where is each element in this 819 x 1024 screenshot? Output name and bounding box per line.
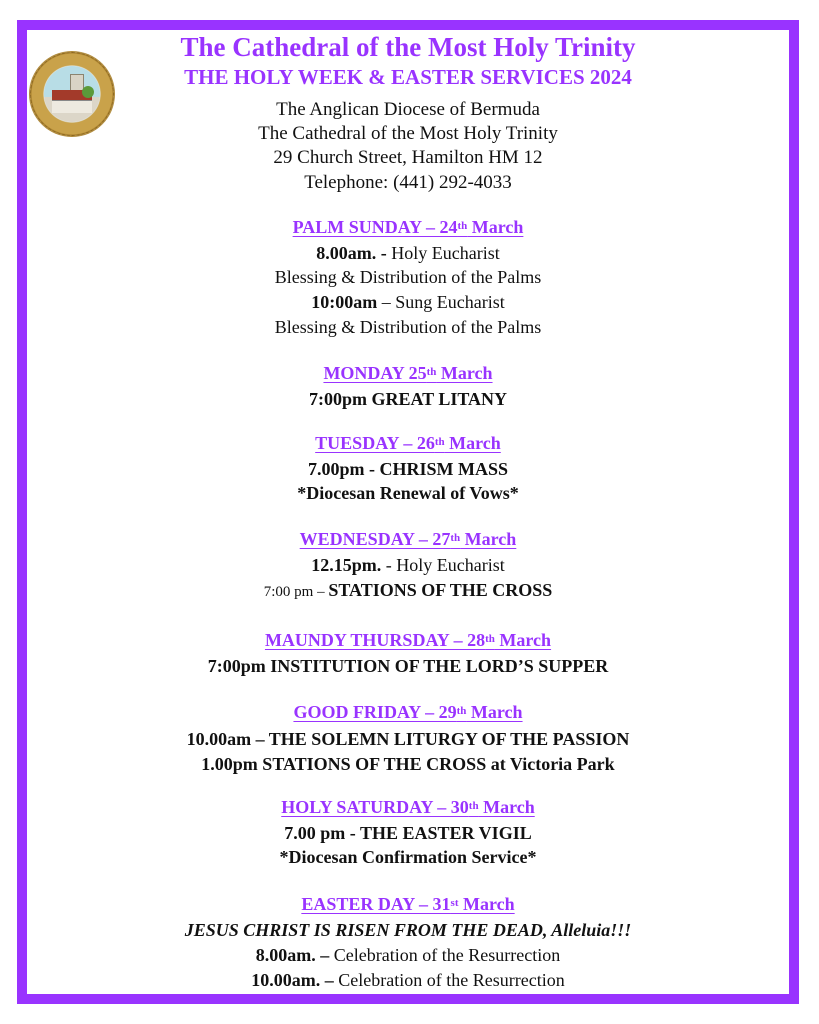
day-heading-maundy-thursday: MAUNDY THURSDAY – 28th March xyxy=(264,630,552,650)
service-line: *Diocesan Confirmation Service* xyxy=(279,847,537,867)
service-line: 7.00 pm - THE EASTER VIGIL xyxy=(284,823,532,843)
service-line: Blessing & Distribution of the Palms xyxy=(274,317,542,337)
day-heading-good-friday: GOOD FRIDAY – 29th March xyxy=(293,702,523,722)
day-heading-wednesday: WEDNESDAY – 27th March xyxy=(299,529,517,549)
page-subtitle: THE HOLY WEEK & EASTER SERVICES 2024 xyxy=(184,65,632,89)
day-heading-monday: MONDAY 25th March xyxy=(323,363,493,383)
easter-proclamation: JESUS CHRIST IS RISEN FROM THE DEAD, Alleluia!!! xyxy=(184,920,632,940)
service-line: 7:00 pm – STATIONS OF THE CROSS xyxy=(263,580,553,600)
service-line: 7:00pm GREAT LITANY xyxy=(308,389,508,409)
page-title: The Cathedral of the Most Holy Trinity xyxy=(180,32,636,62)
service-line: 8.00am. - Holy Eucharist xyxy=(316,243,500,263)
address-line: 29 Church Street, Hamilton HM 12 xyxy=(273,147,543,168)
service-line: Blessing & Distribution of the Palms xyxy=(274,267,542,287)
day-heading-palm-sunday: PALM SUNDAY – 24th March xyxy=(292,217,524,237)
service-line: 10.00am. – Celebration of the Resurrection xyxy=(251,970,565,990)
service-line: 7:00pm INSTITUTION OF THE LORD’S SUPPER xyxy=(207,656,609,676)
telephone-line: Telephone: (441) 292-4033 xyxy=(304,172,512,193)
service-line: *Diocesan Renewal of Vows* xyxy=(297,483,519,503)
service-line: 10:00am – Sung Eucharist xyxy=(311,292,505,312)
service-line: 8.00am. – Celebration of the Resurrection xyxy=(255,945,561,965)
service-line: 12.15pm. - Holy Eucharist xyxy=(311,555,505,575)
service-line: 7.00pm - CHRISM MASS xyxy=(307,459,508,479)
address-line: The Cathedral of the Most Holy Trinity xyxy=(258,123,558,144)
day-heading-tuesday: TUESDAY – 26th March xyxy=(315,433,501,453)
service-line: 1.00pm STATIONS OF THE CROSS at Victoria Park xyxy=(201,754,615,774)
service-line: 10.00am – THE SOLEMN LITURGY OF THE PASSION xyxy=(186,729,630,749)
day-heading-easter-day: EASTER DAY – 31st March xyxy=(301,894,515,914)
day-heading-holy-saturday: HOLY SATURDAY – 30th March xyxy=(281,797,535,817)
address-line: The Anglican Diocese of Bermuda xyxy=(276,99,540,120)
